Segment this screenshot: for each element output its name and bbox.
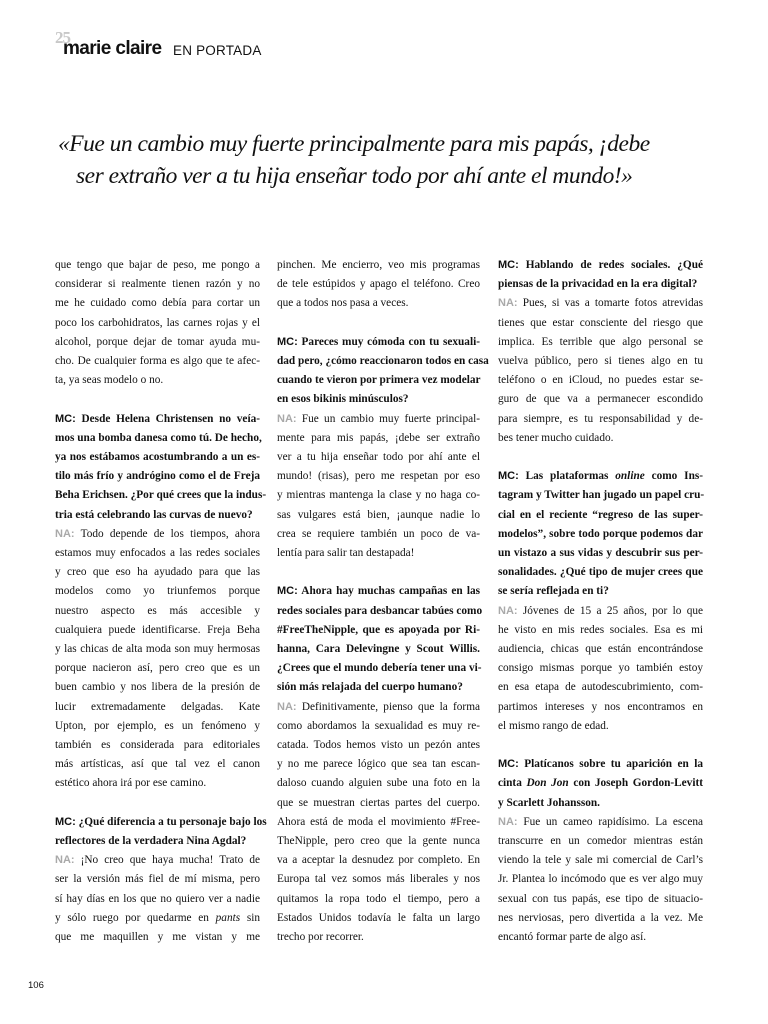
na-label: NA:: [498, 297, 518, 310]
text-line: tagram y Twitter han jugado un papel cru-: [498, 489, 705, 502]
interview-answer: NA: Todo depende de los tiempos, ahora estamos muy enfocados a las redes sociales y creo que eso ha ayudado para que las modelos como yo triunfemos porque nuestro aspecto es más accesible y cualquiera puede identificarse. Freja Beha y las chicas de alta moda son muy hermosas porque nacieron así, pero creo que es un buen cambio y nos libera de la presión de lucir extremadamente delgadas. Kate Upton, por ejemplo, es un fenómeno y también es considerada para editoriales más artísticas, así que tal vez el canon estético ahora irá por ese camino.: [55, 525, 260, 794]
text-line: ¿Crees que el mundo debería tener una vi-: [277, 662, 482, 675]
text-line: como abordamos la sexualidad es muy re-: [277, 719, 480, 732]
text-line: ya nos estábamos acostumbrando a un es-: [55, 451, 260, 464]
text-line: Estados Unidos todavía le falta un largo: [277, 911, 480, 924]
text-line: modelos como yo triunfemos porque: [55, 585, 260, 598]
text-line: estético ahora irá por ese camino.: [55, 777, 207, 790]
text-line: se sería reflejada en ti?: [498, 585, 609, 598]
interview-question: MC: Pareces muy cómoda con tu sexuali- dad pero, ¿cómo reaccionaron todos en casa cuando te vieron por primera vez modelar en esos bikinis minúsculos?: [277, 333, 480, 410]
interview-question: MC: Platícanos sobre tu aparición en la cinta Don Jon con Joseph Gordon-Levitt y Scarlett Johansson.: [498, 755, 703, 813]
text-line: viendo la tele y sale mi comercial de Carl’s: [498, 854, 703, 867]
page-number: 106: [28, 980, 44, 991]
interview-answer: NA: Pues, si vas a tomarte fotos atrevidas tienes que estar consciente del riesgo que implica. Es terrible que algo personal se vuelva público, pero si tienes algo en tu teléfono o en iCloud, no puedes estar se- guro de que va a permanecer escondido para siempre, es tu responsabilidad y de- bes tener mucho cuidado.: [498, 294, 703, 448]
text-line: poco los carbohidratos, las carnes rojas y el: [55, 316, 260, 329]
text-line: buen cambio y nos libera de la presión de: [55, 681, 260, 694]
interview-answer: NA: Jóvenes de 15 a 25 años, por lo que he visto en mis redes sociales. Esa es mi audiencia, chicas que están encontrándose consigo mismas porque yo también estoy en esa etapa de autodescubrimiento, com- partimos intereses y nos encontramos en el mismo rango de edad.: [498, 602, 703, 736]
text-line: implica. Es terrible que algo personal se: [498, 335, 703, 348]
text-line: nuestro aspecto es más accesible y: [55, 604, 260, 617]
text-line: cualquiera puede identificarse. Freja Beha: [55, 623, 260, 636]
answer-continuation: [55, 256, 260, 390]
na-label: NA:: [55, 854, 75, 867]
interview-answer: NA: ¡No creo que haya mucha! Trato de ser la versión más fiel de mí misma, pero sí hay días en los que no quiero ver a nadie y sólo ruego por quedarme en pants sin que me maquillen y me vistan y me: [55, 854, 261, 944]
text-line: TheNipple, pero creo que la gente nunca: [277, 835, 480, 848]
interview-answer: NA: Fue un cambio muy fuerte principal- mente para mis papás, ¡debe ser extraño ver a tu hija enseñar todo por ahí ante el mundo! (risas), pero me respetan por eso y mientras mantenga la clase y no haga co- sas vulgares está bien, ¡aunque nadie lo crea se requiere también un poco de va- lentía para salir tan destapada!: [277, 410, 480, 564]
text-line: estamos muy enfocados a las redes sociales: [55, 547, 260, 560]
text-line: de tele estúpidos y apago el teléfono. Creo: [277, 278, 480, 291]
text-line: hanna, Cara Delevingne y Scout Willis.: [277, 643, 480, 656]
text-line: mundo! (risas), pero me respetan por eso: [277, 470, 480, 483]
text-line: el mismo rango de edad.: [498, 719, 609, 732]
anniversary-number: 25: [55, 28, 70, 47]
text-line: alcohol, porque dejar de tomar ayuda mu-: [55, 335, 260, 348]
pull-quote-line: ser extraño ver a tu hija enseñar todo por ahí ante el mundo!»: [76, 163, 633, 189]
text-line: reflectores de la verdadera Nina Agdal?: [55, 835, 247, 848]
text-line: cuando te vieron por primera vez modelar: [277, 374, 481, 387]
brand-logo: marie claire: [63, 38, 162, 59]
masthead: [55, 28, 355, 68]
text-line: audiencia, chicas que están encontrándose: [498, 643, 703, 656]
text-line: sonalidades. ¿Qué tipo de mujer crees que: [498, 566, 703, 579]
text-line: catada. Todos hemos visto un pezón antes: [277, 739, 480, 752]
text-line: he visto en mis redes sociales. Esa es mi: [498, 623, 703, 636]
text-line: cho. De cualquier forma es algo que te afec-: [55, 355, 260, 368]
text-line: tienes que estar consciente del riesgo que: [498, 316, 703, 329]
interview-question: MC: Desde Helena Christensen no veía- mos una bomba danesa como tú. De hecho, ya nos estábamos acostumbrando a un es- tilo más frío y andrógino como el de Freja Beha Erichsen. ¿Por qué crees que la indus- tria está celebrando las curvas de nuevo?: [55, 410, 260, 525]
text-line: Jr. Plantea lo incómodo que es ver algo muy: [498, 873, 703, 886]
text-line: y mientras mantenga la clase y no haga co-: [277, 489, 480, 502]
text-line: también es considerada para editoriales: [55, 739, 260, 752]
interview-answer: NA: Fue un cameo rapidísimo. La escena transcurre en un comedor mientras están viendo la tele y sale mi comercial de Carl’s Jr. Plantea lo incómodo que es ver algo muy sexual con tus papás, ese tipo de situacio- nes nerviosas, pero divertida a la vez. Me encantó formar parte de algo así.: [498, 813, 703, 947]
article-column-1: [55, 256, 267, 947]
pull-quote-line: «Fue un cambio muy fuerte principalmente para mis papás, ¡debe: [58, 131, 650, 157]
na-label: NA:: [498, 815, 518, 828]
text-line: que tengo que bajar de peso, me pongo a: [55, 259, 260, 271]
text-line: nes nerviosas, pero divertida a la vez. Me: [498, 911, 703, 924]
mc-label: MC:: [55, 412, 76, 425]
text-line: sión más relajada del cuerpo humano?: [277, 681, 463, 694]
interview-answer: NA: Definitivamente, pienso que la forma como abordamos la sexualidad es muy re- catada. Todos hemos visto un pezón antes y no me parece lógico que sea tan escan- daloso cuando alguien sube una foto en la que se muestran ciertas partes del cuerpo. Ahora está de moda el movimiento #Free- TheNipple, pero creo que la gente nunca va a aceptar la desnudez por completo. En Europa tal vez somos más liberales y nos quitamos la ropa todo el tiempo, pero a Estados Unidos todavía le falta un largo trecho por recorrer.: [277, 698, 480, 948]
text-line: ta, ya seas modelo o no.: [55, 374, 164, 387]
na-label: NA:: [498, 604, 518, 617]
text-line: y Scarlett Johansson.: [498, 796, 600, 809]
text-line: mente para mis papás, ¡debe ser extraño: [277, 431, 480, 444]
text-line: trecho por recorrer.: [277, 931, 364, 944]
text-line: pinchen. Me encierro, veo mis programas: [277, 259, 480, 271]
text-line: teléfono o en iCloud, no puedes estar se-: [498, 374, 703, 387]
article-column-2: [277, 256, 489, 947]
text-line: vuelva público, pero si tienes algo en tu: [498, 355, 703, 368]
text-line: Beha Erichsen. ¿Por qué crees que la indus-: [55, 489, 267, 502]
text-line: partimos intereses y nos encontramos en: [498, 700, 703, 713]
mc-label: MC:: [498, 758, 519, 771]
mc-label: MC:: [277, 585, 298, 598]
text-line: daloso cuando alguien sube una foto en la: [277, 777, 480, 790]
text-line: cial en el reciente “regreso de las super-: [498, 508, 703, 521]
text-line: más artísticas, así que tal vez el canon: [55, 758, 260, 771]
interview-question: MC: Hablando de redes sociales. ¿Qué piensas de la privacidad en la era digital?: [498, 256, 703, 294]
pull-quote: [58, 128, 718, 192]
text-line: transcurre en un comedor mientras están: [498, 835, 703, 848]
interview-question: MC: Ahora hay muchas campañas en las redes sociales para desbancar tabúes como #FreeTheNipple, que es apoyada por Ri- hanna, Cara Delevingne y Scout Willis. ¿Crees que el mundo debería tener una vi- sión más relajada del cuerpo humano?: [277, 582, 480, 697]
text-line: consigo mismas porque yo también estoy: [498, 662, 703, 675]
text-line: va a aceptar la desnudez por completo. En: [277, 854, 480, 867]
mc-label: MC:: [498, 259, 519, 271]
text-line: y no me parece lógico que sea tan escan-: [277, 758, 480, 771]
text-line: Ahora está de moda el movimiento #Free-: [277, 815, 480, 828]
text-line: tilo más frío y andrógino como el de Freja: [55, 470, 260, 483]
interview-question: MC: Las plataformas online como Ins- tagram y Twitter han jugado un papel cru- cial en el reciente “regreso de las super- modelos”, sobre todo porque podemos dar un vistazo a sus vidas y descubrir sus per- sonalidades. ¿Qué tipo de mujer crees que se sería reflejada en ti?: [498, 467, 703, 601]
text-line: lentía para salir tan destapada!: [277, 547, 415, 560]
na-label: NA:: [55, 527, 75, 540]
text-line: considerar si realmente tienen razón y no: [55, 278, 260, 291]
text-line: que a todos nos pasa a veces.: [277, 297, 409, 310]
text-line: crea se requiere también un poco de va-: [277, 527, 480, 540]
text-line: y creo que eso ha ayudado para que las: [55, 566, 260, 579]
text-line: redes sociales para desbancar tabúes como: [277, 604, 483, 617]
text-line: bes tener mucho cuidado.: [498, 431, 614, 444]
na-label: NA:: [277, 412, 297, 425]
text-line: sexual con tus papás, ese tipo de situacio-: [498, 892, 703, 905]
text-line: lucir extremadamente delgadas. Kate: [55, 700, 260, 713]
mc-label: MC:: [277, 335, 298, 348]
text-line: sas vulgares está bien, ¡aunque nadie lo: [277, 508, 480, 521]
text-line: porque nacieron así, pero creo que es un: [55, 662, 260, 675]
text-line: Europa tal vez somos más liberales y nos: [277, 873, 480, 886]
text-line: modelos”, sobre todo porque podemos dar: [498, 527, 703, 540]
text-line: encantó formar parte de algo así.: [498, 931, 647, 944]
text-line: me he cuidado como debía para cortar un: [55, 297, 260, 310]
text-line: y las chicas de alta moda son muy hermosas: [55, 643, 260, 656]
text-line: que se muestran ciertas partes del cuerpo.: [277, 796, 480, 809]
text-line: dad pero, ¿cómo reaccionaron todos en casa: [277, 355, 489, 367]
mc-label: MC:: [498, 470, 519, 483]
text-line: ver a tu hija enseñar todo por ahí ante el: [277, 451, 480, 464]
mc-label: MC:: [55, 815, 76, 828]
text-line: para siempre, es tu responsabilidad y de-: [498, 412, 703, 425]
text-line: en esa etapa de autodescubrimiento, com-: [498, 681, 703, 694]
answer-continuation: [277, 256, 480, 314]
text-line: quitamos la ropa todo el tiempo, pero a: [277, 892, 480, 905]
article-column-3: [498, 256, 703, 947]
text-line: un vistazo a sus vidas y descubrir sus per-: [498, 547, 703, 560]
text-line: guro de que va a permanecer escondido: [498, 393, 703, 406]
text-line: en esos bikinis minúsculos?: [277, 393, 409, 406]
section-title: EN PORTADA: [173, 43, 262, 58]
text-line: mos una bomba danesa como tú. De hecho,: [55, 431, 262, 444]
text-line: piensas de la privacidad en la era digital?: [498, 278, 698, 291]
interview-question: MC: ¿Qué diferencia a tu personaje bajo los reflectores de la verdadera Nina Agdal?: [55, 813, 260, 851]
text-line: tria está celebrando las curvas de nuevo?: [55, 508, 253, 521]
text-line: Upton, por ejemplo, es un fenómeno y: [55, 719, 260, 732]
text-line: #FreeTheNipple, que es apoyada por Ri-: [277, 623, 480, 636]
na-label: NA:: [277, 700, 297, 713]
